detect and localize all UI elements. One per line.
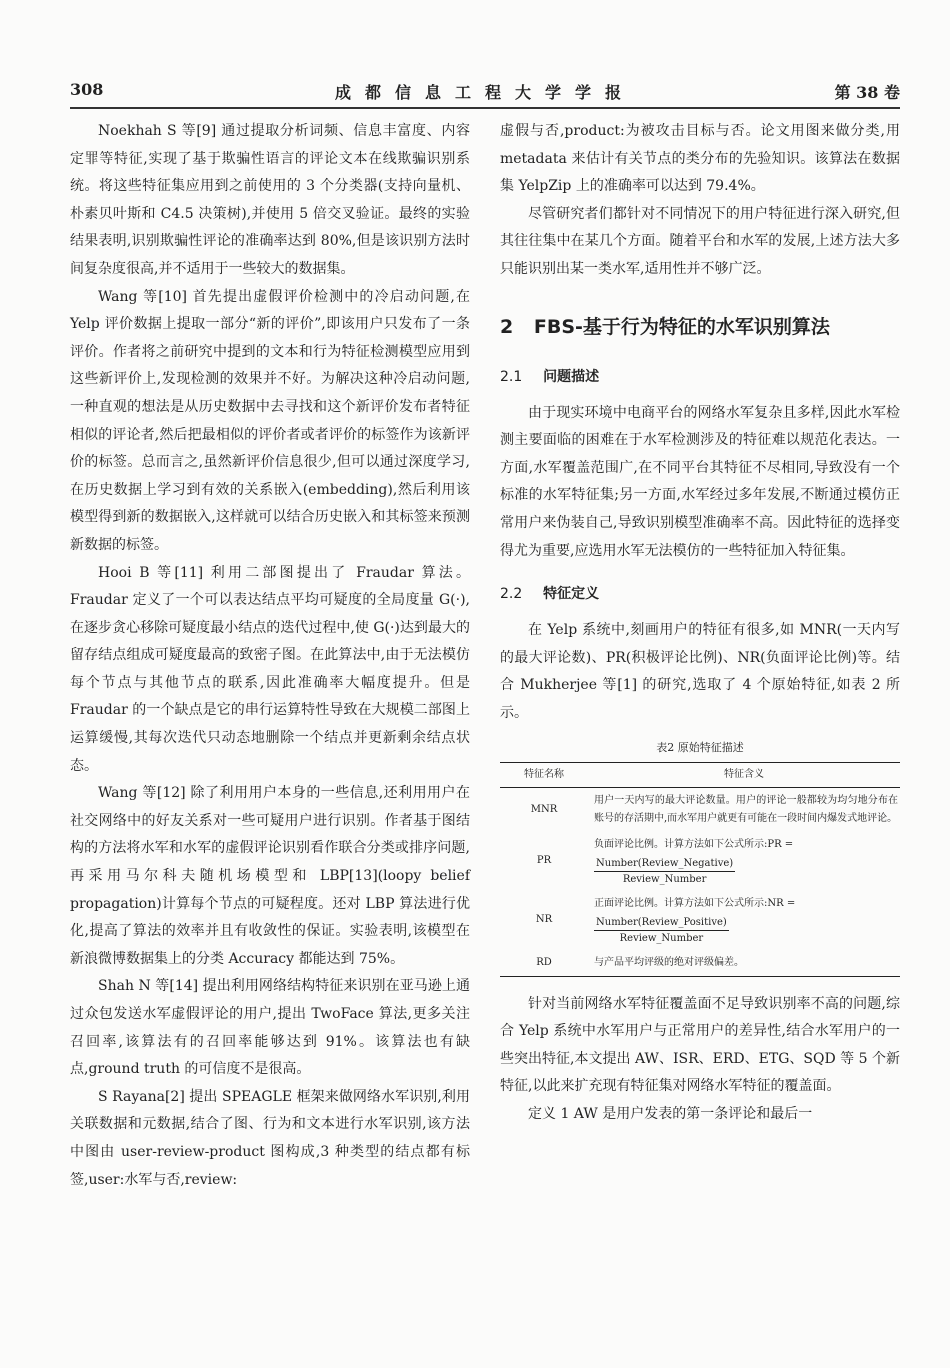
feature-name: RD	[536, 956, 552, 968]
fraction-denominator: Review_Number	[622, 873, 707, 885]
paragraph: 定义 1 AW 是用户发表的第一条评论和最后一	[528, 1105, 813, 1122]
subsection-heading	[500, 583, 900, 605]
volume-label: 第 38 卷	[834, 83, 900, 102]
paragraph: Wang 等[12] 除了利用用户本身的一些信息,还利用用户在社交网络中的好友关系对一些可疑用户进行识别。作者基于图结构的方法将水军和水军的虚假评论识别看作联合分类或排序问题,再采用马尔科夫随机场模型和 LBP[13](loopy belief propagation)计算每个节点的可疑程度。还对 LBP 算法进行优化,提高了算法的效率并且有收敛性的保证。实验表明,该模型在新浪微博数据集上的分类 Accuracy 都能达到 75%。	[70, 785, 470, 967]
right-column	[500, 118, 900, 1128]
fraction-numerator: Number(Review_Negative)	[594, 856, 735, 872]
subsection-heading	[500, 366, 900, 388]
paragraph: Shah N 等[14] 提出利用网络结构特征来识别在亚马逊上通过众包发送水军虚假评论的用户,提出 TwoFace 算法,更多关注召回率,该算法有的召回率能够达到 91%。该算法也有缺点,ground truth 的可信度不是很高。	[70, 978, 470, 1078]
paragraph: 虚假与否,product:为被攻击目标与否。论文用图来做分类,用 metadata 来估计有关节点的类分布的先验知识。该算法在数据集 YelpZip 上的准确率可以达到 79.4%。	[500, 123, 900, 195]
paragraph: 在 Yelp 系统中,刻画用户的特征有很多,如 MNR(一天内写的最大评论数)、PR(积极评论比例)、NR(负面评论比例)等。结合 Mukherjee 等[1] 的研究,选取了 4 个原始特征,如表 2 所示。	[500, 622, 900, 721]
table-row	[500, 891, 900, 950]
fraction-numerator: Number(Review_Positive)	[594, 915, 729, 931]
paragraph: S Rayana[2] 提出 SPEAGLE 框架来做网络水军识别,利用关联数据和元数据,结合了图、行为和文本进行水军识别,该方法中图由 user-review-product 图构成,3 种类型的结点都有标签,user:水军与否,review:	[70, 1088, 470, 1188]
subsection-title: 问题描述	[543, 368, 600, 385]
subsection-title: 特征定义	[543, 586, 600, 603]
feature-desc-cell	[588, 832, 900, 891]
section-heading	[500, 314, 900, 340]
table-header-row	[500, 762, 900, 787]
feature-table	[500, 762, 900, 977]
fraction-denominator: Review_Number	[619, 932, 704, 944]
paragraph: 针对当前网络水军特征覆盖面不足导致识别率不高的问题,综合 Yelp 系统中水军用户与正常用户的差异性,结合水军用户的一些突出特征,本文提出 AW、ISR、ERD、ETG、SQD 等 5 个新特征,以此来扩充现有特征集对网络水军特征的覆盖面。	[500, 995, 900, 1095]
fraction	[594, 856, 735, 887]
subsection-number: 2.1	[500, 368, 523, 385]
left-column	[70, 118, 470, 1194]
subsection-number: 2.2	[500, 586, 523, 603]
section-title: FBS-基于行为特征的水军识别算法	[533, 315, 830, 338]
table-row	[500, 950, 900, 977]
feature-desc: 正面评论比例。计算方法如下公式所示:NR =	[594, 897, 796, 909]
table-row	[500, 832, 900, 891]
table-header-cell: 特征名称	[524, 768, 564, 780]
feature-name: PR	[536, 855, 552, 866]
journal-title: 成都信息工程大学学报	[334, 83, 635, 102]
header-rule	[70, 107, 900, 109]
table-caption: 表2 原始特征描述	[656, 740, 744, 754]
paragraph: Noekhah S 等[9] 通过提取分析词频、信息丰富度、内容定罪等特征,实现了基于欺骗性语言的评论文本在线欺骗识别系统。将这些特征集应用到之前使用的 3 个分类器(支持向量机、朴素贝叶斯和 C4.5 决策树),并使用 5 倍交叉验证。最终的实验结果表明,识别欺骗性评论的准确率达到 80%,但是该识别方法时间复杂度很高,并不适用于一些较大的数据集。	[70, 123, 470, 277]
feature-desc-cell	[588, 891, 900, 950]
table-row	[500, 787, 900, 832]
feature-desc: 与产品平均评级的绝对评级偏差。	[594, 956, 744, 968]
fraction	[594, 915, 729, 946]
paragraph: 由于现实环境中电商平台的网络水军复杂且多样,因此水军检测主要面临的困难在于水军检测涉及的特征难以规范化表达。一方面,水军覆盖范围广,在不同平台其特征不尽相同,导致没有一个标准的水军特征集;另一方面,水军经过多年发展,不断通过模仿正常用户来伪装自己,导致识别模型准确率不高。因此特征的选择变得尤为重要,应选用水军无法模仿的一些特征加入特征集。	[500, 404, 900, 559]
paragraph: Wang 等[10] 首先提出虚假评价检测中的冷启动问题,在 Yelp 评价数据上提取一部分“新的评价”,即该用户只发布了一条评价。作者将之前研究中提到的文本和行为特征检测模型应用到这些新评价上,发现检测的效果并不好。为解决这种冷启动问题,一种直观的想法是从历史数据中去寻找和这个新评价发布者特征相似的评论者,然后把最相似的评价者或者评价的标签作为该新评价的标签。总而言之,虽然新评价信息很少,但可以通过深度学习,在历史数据上学习到有效的关系嵌入(embedding),然后利用该模型得到新的数据嵌入,这样就可以结合历史嵌入和其标签来预测新数据的标签。	[70, 288, 470, 553]
feature-desc: 用户一天内写的最大评论数量。用户的评论一般都较为均匀地分布在账号的存活期中,而水军用户就更有可能在一段时间内爆发式地评论。	[594, 794, 898, 824]
page-number: 308	[70, 80, 104, 99]
section-number: 2	[500, 315, 514, 338]
paragraph: Hooi B 等[11] 利用二部图提出了 Fraudar 算法。Fraudar 定义了一个可以表达结点平均可疑度的全局度量 G(·),在逐步贪心移除可疑度最小结点的迭代过程中,使 G(·)达到最大的留存结点组成可疑度最高的致密子图。在此算法中,由于无法模仿每个节点与其他节点的联系,因此准确率大幅度提升。但是 Fraudar 的一个缺点是它的串行运算特性导致在大规模二部图上运算缓慢,其每次迭代只动态地删除一个结点并更新剩余结点状态。	[70, 564, 470, 774]
paragraph: 尽管研究者们都针对不同情况下的用户特征进行深入研究,但其往往集中在某几个方面。随着平台和水军的发展,上述方法大多只能识别出某一类水军,适用性并不够广泛。	[500, 205, 900, 277]
table-header-cell: 特征含义	[724, 768, 764, 780]
feature-name: MNR	[530, 803, 558, 815]
feature-name: NR	[535, 914, 553, 925]
running-header	[70, 80, 900, 106]
feature-desc: 负面评论比例。计算方法如下公式所示:PR =	[594, 838, 794, 850]
